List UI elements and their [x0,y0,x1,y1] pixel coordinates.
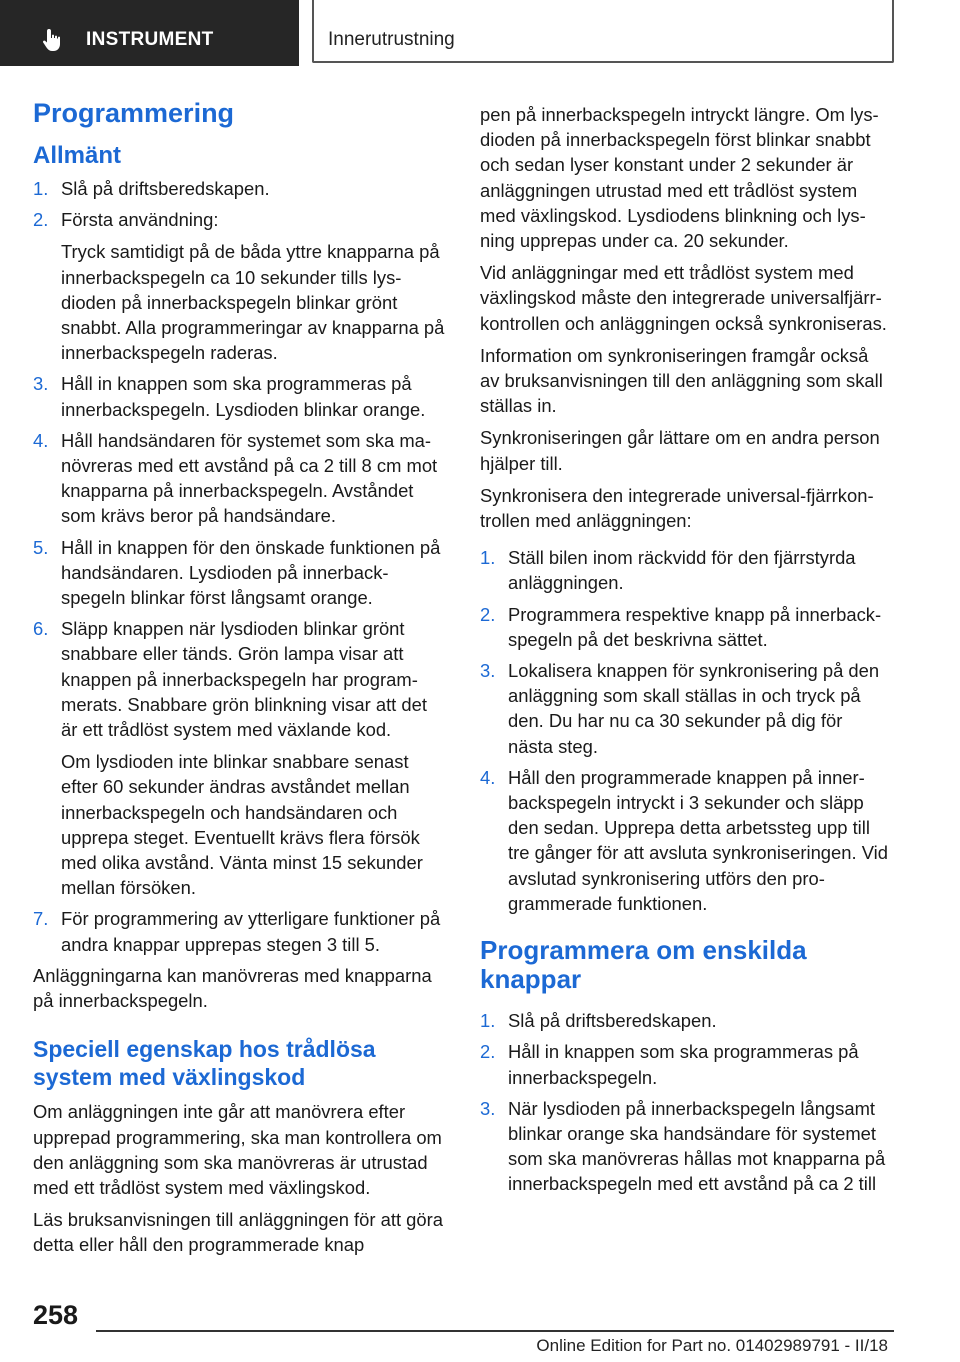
programming-steps [33,176,445,957]
step-number: 2. [480,603,496,625]
footer-edition: Online Edition for Part no. 01402989791 - II/18 [536,1336,888,1355]
page-title: Programmering [33,98,235,128]
step-text: För programmering av ytterligare funktioner på andra knappar upprepas stegen 3 till 5. [61,908,441,955]
step-text: Håll den programmerade knappen på innerbackspegeln intryckt i 3 sekunder och släpp den sedan. Upprepa detta arbetssteg upp till tre gånger för att avsluta synkroniseringen. Vid avslutad synkronisering utförs den programmerade funktionen. [508,766,888,914]
step-number: 1. [480,1010,496,1032]
page-number: 258 [33,1300,79,1330]
body-paragraph: pen på innerbackspegeln intryckt längre. Om lysdioden på innerbackspegeln först blinkar snabbt och sedan lyser konstant under 2 sekunder är anläggningen utrustad med ett trådlöst system med växlingskod. Lysdiodens blinkning och lysning upprepas under ca. 20 sekunder. [480,104,879,252]
list-item [33,371,445,421]
step-text: Håll in knappen som ska programmeras på innerbackspegeln. [508,1041,859,1088]
hand-pointer-icon [40,27,66,53]
step-text: När lysdioden på innerbackspegeln långsamt blinkar orange ska handsändare för systemet som ska manövreras hållas mot knapparna på innerbackspegeln med ett avstånd på ca 2 till [508,1097,886,1195]
footer-divider [96,1330,894,1332]
body-paragraph: Om anläggningen inte går att manövrera efter upprepad programmering, ska man kontrollera om den anläggning som ska manövreras är utrustad med ett trådlöst system med växlingskod. [33,1101,442,1198]
step-number: 3. [33,373,49,395]
section-tab[interactable] [312,0,894,63]
step-subtext: Tryck samtidigt på de båda yttre knapparna på innerbackspegeln ca 10 sekunder tills lysdioden på innerbackspegeln blinkar grönt snabbt. Alla programmeringar av knapparna på innerbackspegeln raderas. [61,241,445,364]
body-paragraph: Synkronisera den integrerade universal-fjärrkontrollen med anläggningen: [480,484,874,532]
right-column [480,102,892,1203]
step-text: Håll handsändaren för systemet som ska manövreras med ett avstånd på ca 2 till 8 cm mot knapparna på innerbackspegeln. Avståndet som krävs beror på handsändare. [61,429,438,527]
list-item [33,616,445,900]
body-paragraph: Synkroniseringen går lättare om en andra person hjälper till. [480,427,880,474]
step-number: 6. [33,618,49,640]
subheading-general: Allmänt [33,142,122,169]
step-number: 2. [480,1041,496,1063]
list-item [480,658,892,759]
list-item [33,207,445,365]
list-item [480,765,892,916]
step-text: Slå på driftsberedskapen. [508,1010,717,1032]
chapter-tab-instrument[interactable] [0,0,299,66]
page-header [0,0,960,66]
list-item [33,535,445,611]
step-text: Håll in knappen som ska programmeras på innerbackspegeln. Lysdioden blinkar orange. [61,373,426,420]
section-tab-label: Innerutrustning [328,29,455,50]
step-number: 5. [33,536,49,558]
body-paragraph: Anläggningarna kan manövreras med knapparna på innerbackspegeln. [33,964,432,1012]
list-item [33,906,445,956]
subheading-rolling-code: Speciell egenskap hos trådlösa system med växlingskod [33,1036,376,1091]
list-item [480,1039,892,1089]
list-item [480,602,892,652]
body-paragraph: Läs bruksanvisningen till anläggningen för att göra detta eller håll den programmerade knap [33,1209,443,1256]
step-number: 4. [33,429,49,451]
step-text: Slå på driftsberedskapen. [61,178,270,199]
step-text: Programmera respektive knapp på innerbackspegeln på det beskrivna sättet. [508,603,882,650]
step-text: Första användning: [61,209,219,231]
step-subtext: Om lysdioden inte blinkar snabbare senast efter 60 sekunder ändras avståndet mellan innerbackspegeln och handsändaren och upprepa steget. Eventuellt krävs flera försök med olika avstånd. Vänta minst 15 sekunder mellan försöken. [61,751,423,899]
list-item [480,545,892,595]
step-number: 2. [33,209,49,231]
step-text: Lokalisera knappen för synkronisering på den anläggning som skall ställas in och tryck på den. Du har nu ca 30 sekunder på dig för nästa steg. [508,660,880,757]
reprogram-steps [480,1008,892,1196]
heading-reprogram-buttons: Programmera om enskilda knappar [480,935,807,995]
list-item [33,176,445,201]
list-item [480,1008,892,1033]
step-number: 3. [480,1097,496,1119]
step-text: Håll in knappen för den önskade funktionen på handsändaren. Lysdioden på innerbackspegeln blinkar först långsamt orange. [61,536,441,609]
sync-steps [480,545,892,916]
list-item [480,1096,892,1197]
step-number: 7. [33,908,49,930]
body-paragraph: Information om synkroniseringen framgår också av bruksanvisningen till den anläggning som skall ställas in. [480,344,883,417]
step-number: 1. [480,547,496,569]
step-text: Släpp knappen när lysdioden blinkar grönt snabbare eller tänds. Grön lampa visar att knappen på innerbackspegeln har programmerats. Snabbare grön blinkning visar att det är ett trådlöst system med växlande kod. [61,618,427,741]
body-paragraph: Vid anläggningar med ett trådlöst system med växlingskod måste den integrerade universalfjärrkontrollen och anläggningen också synkroniseras. [480,262,887,334]
chapter-tab-label: INSTRUMENT [86,29,214,50]
left-column [33,98,445,1265]
step-number: 3. [480,660,496,682]
list-item [33,428,445,529]
step-number: 1. [33,178,49,199]
step-number: 4. [480,766,496,788]
step-text: Ställ bilen inom räckvidd för den fjärrstyrda anläggningen. [508,547,856,594]
